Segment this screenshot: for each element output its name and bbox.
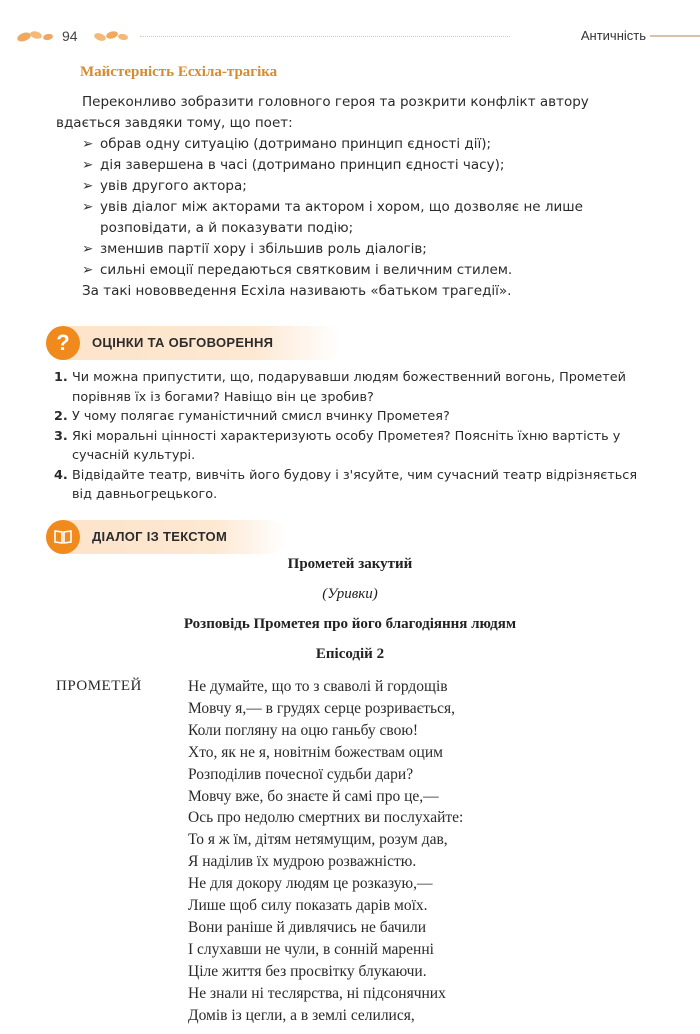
arrow-bullet-icon: ➢: [82, 178, 94, 194]
poem-line: Ось про недолю смертних ви послухайте:: [188, 809, 464, 827]
poem-line: Розподілив почесної судьби дари?: [188, 765, 414, 783]
question-icon: ?: [46, 326, 80, 360]
question-list: [54, 368, 654, 505]
header-rule: [140, 36, 510, 37]
poem-line: Коли погляну на оцю ганьбу свою!: [188, 721, 419, 739]
arrow-bullet-icon: ➢: [82, 241, 94, 257]
poem-line: І слухавши не чули, в сонній маренні: [188, 940, 434, 958]
question-item: 3. Які моральні цінності характеризують особу Прометея? Поясніть їхню вартість у сучасній культурі.: [54, 428, 621, 463]
section-title: Античність: [580, 28, 646, 43]
ornament-left-icon: [16, 28, 56, 44]
page-number: 94: [62, 28, 78, 44]
speaker-name: ПРОМЕТЕЙ: [56, 678, 142, 694]
mastery-section: [56, 92, 656, 302]
poem-line: Не для докору людям це розказую,—: [188, 875, 433, 893]
work-title: Прометей закутий: [287, 556, 413, 572]
list-item: ➢ зменшив партії хору і збільшив роль діалогів;: [82, 239, 656, 260]
book-icon: [46, 520, 80, 554]
poem-line: Мовчу я,— в грудях серце розривається,: [188, 699, 455, 717]
subtitle: Майстерність Есхіла-трагіка: [80, 64, 278, 80]
poem-line: Домів із цегли, а в землі селилися,: [188, 1006, 415, 1024]
episode-title: Епісодій 2: [315, 646, 385, 662]
story-title: Розповідь Прометея про його благодіяння людям: [183, 616, 517, 632]
question-item: 4. Відвідайте театр, вивчіть його будову і з'ясуйте, чим сучасний театр відрізняється від давньогрецького.: [54, 467, 638, 502]
arrow-bullet-icon: ➢: [82, 136, 94, 152]
feature-list: [56, 134, 656, 281]
discussion-header: [46, 326, 342, 360]
closing-text: За такі нововведення Есхіла називають «батьком трагедії».: [82, 283, 512, 299]
poem-line: Не думайте, що то з сваволі й гордощів: [188, 678, 448, 695]
poem-line: Хто, як не я, новітнім божествам оцим: [188, 743, 443, 761]
arrow-bullet-icon: ➢: [82, 157, 94, 173]
list-item: ➢ увів діалог між акторами та актором і хором, що дозволяє не лише розповідати, а й показувати подію;: [82, 199, 583, 236]
intro-text: Переконливо зобразити головного героя та розкрити конфлікт автору вдається завдяки тому, що поет:: [56, 94, 589, 131]
excerpt-label: (Уривки): [322, 586, 378, 602]
discussion-title: ОЦІНКИ ТА ОБГОВОРЕННЯ: [92, 335, 274, 350]
arrow-bullet-icon: ➢: [82, 199, 94, 215]
question-item: 1. Чи можна припустити, що, подарувавши людям божественний вогонь, Прометей порівняв їх із богами? Навіщо він це зробив?: [54, 370, 626, 405]
poem-line: То я ж їм, дітям нетямущим, розум дав,: [188, 831, 448, 849]
header-accent-line: [650, 35, 700, 37]
poem-line: Вони раніше й дивлячись не бачили: [188, 918, 427, 936]
arrow-bullet-icon: ➢: [82, 262, 94, 278]
poem-line: Мовчу вже, бо знаєте й самі про це,—: [188, 787, 439, 805]
dialogue-title: ДІАЛОГ ІЗ ТЕКСТОМ: [92, 529, 228, 544]
list-item: ➢ сильні емоції передаються святковим і величним стилем.: [82, 260, 656, 281]
question-item: 2. У чому полягає гуманістичний смисл вчинку Прометея?: [54, 409, 450, 424]
poem-line: Не знали ні теслярства, ні підсонячних: [188, 984, 446, 1002]
page-header: [0, 20, 700, 52]
poem-line: Лише щоб силу показать дарів моїх.: [188, 897, 428, 915]
poem-line: Я наділив їх мудрою розважністю.: [188, 853, 417, 871]
poem-line: Ціле життя без просвітку блукаючи.: [188, 962, 427, 980]
dialogue-header: [46, 520, 286, 554]
list-item: ➢ увів другого актора;: [82, 176, 656, 197]
list-item: ➢ обрав одну ситуацію (дотримано принцип єдності дії);: [82, 134, 656, 155]
poem-text: [188, 676, 463, 1027]
list-item: ➢ дія завершена в часі (дотримано принцип єдності часу);: [82, 155, 656, 176]
ornament-right-icon: [92, 28, 132, 44]
